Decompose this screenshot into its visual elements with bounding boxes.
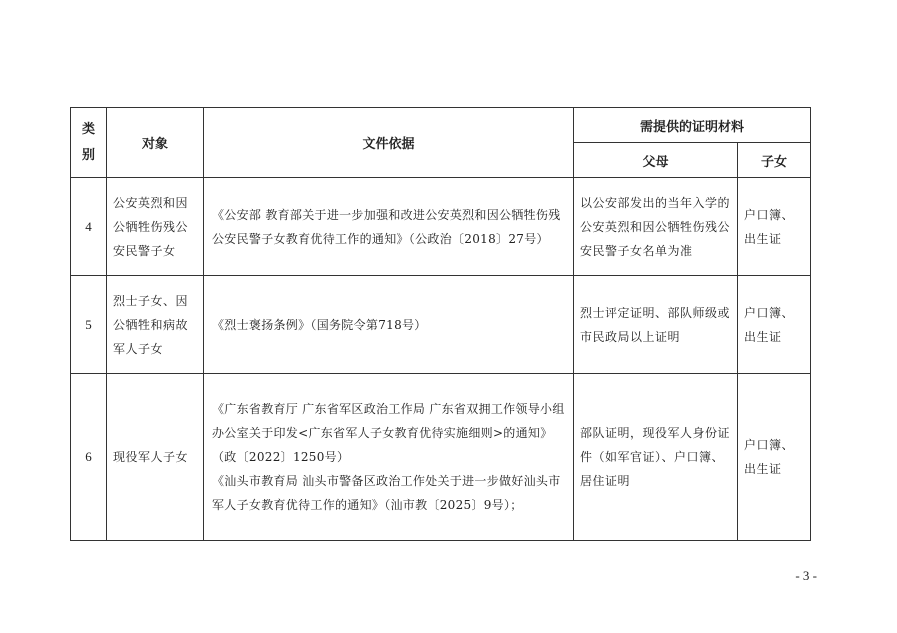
policy-table xyxy=(70,107,811,541)
row-parents: 部队证明，现役军人身份证件（如军官证）、户口簿、居住证明 xyxy=(574,374,738,541)
row-basis-doc2: 《汕头市教育局 汕头市警备区政治工作处关于进一步做好汕头市军人子女教育优待工作的通知》（汕市教〔2025〕9号）； xyxy=(212,474,561,512)
row-number: 4 xyxy=(71,178,107,276)
row-children: 户口簿、出生证 xyxy=(738,276,811,374)
row-target: 烈士子女、因公牺牲和病故军人子女 xyxy=(107,276,204,374)
table-row xyxy=(71,276,811,374)
header-category xyxy=(71,108,107,178)
header-children: 子女 xyxy=(738,143,811,178)
row-children: 户口簿、出生证 xyxy=(738,374,811,541)
header-target: 对象 xyxy=(107,108,204,178)
page-number: - 3 - xyxy=(795,568,817,583)
header-materials: 需提供的证明材料 xyxy=(574,108,811,143)
header-category-bottom: 别 xyxy=(81,147,95,163)
row-number: 6 xyxy=(71,374,107,541)
row-target: 公安英烈和因公牺牲伤残公安民警子女 xyxy=(107,178,204,276)
header-basis: 文件依据 xyxy=(204,108,574,178)
row-basis: 《烈士褒扬条例》（国务院令第718号） xyxy=(204,276,574,374)
table-row xyxy=(71,374,811,541)
row-parents: 以公安部发出的当年入学的公安英烈和因公牺牲伤残公安民警子女名单为准 xyxy=(574,178,738,276)
row-basis-doc1: 《广东省教育厅 广东省军区政治工作局 广东省双拥工作领导小组办公室关于印发<广东省军人子女教育优待实施细则>的通知》（政〔2022〕1250号） xyxy=(212,402,565,464)
row-parents: 烈士评定证明、部队师级或市民政局以上证明 xyxy=(574,276,738,374)
row-children: 户口簿、出生证 xyxy=(738,178,811,276)
header-category-top: 类 xyxy=(81,121,95,137)
row-target: 现役军人子女 xyxy=(107,374,204,541)
policy-table-container xyxy=(70,107,810,541)
table-row xyxy=(71,178,811,276)
row-basis xyxy=(204,374,574,541)
row-number: 5 xyxy=(71,276,107,374)
row-basis: 《公安部 教育部关于进一步加强和改进公安英烈和因公牺牲伤残公安民警子女教育优待工作的通知》（公政治〔2018〕27号） xyxy=(204,178,574,276)
header-parents: 父母 xyxy=(574,143,738,178)
